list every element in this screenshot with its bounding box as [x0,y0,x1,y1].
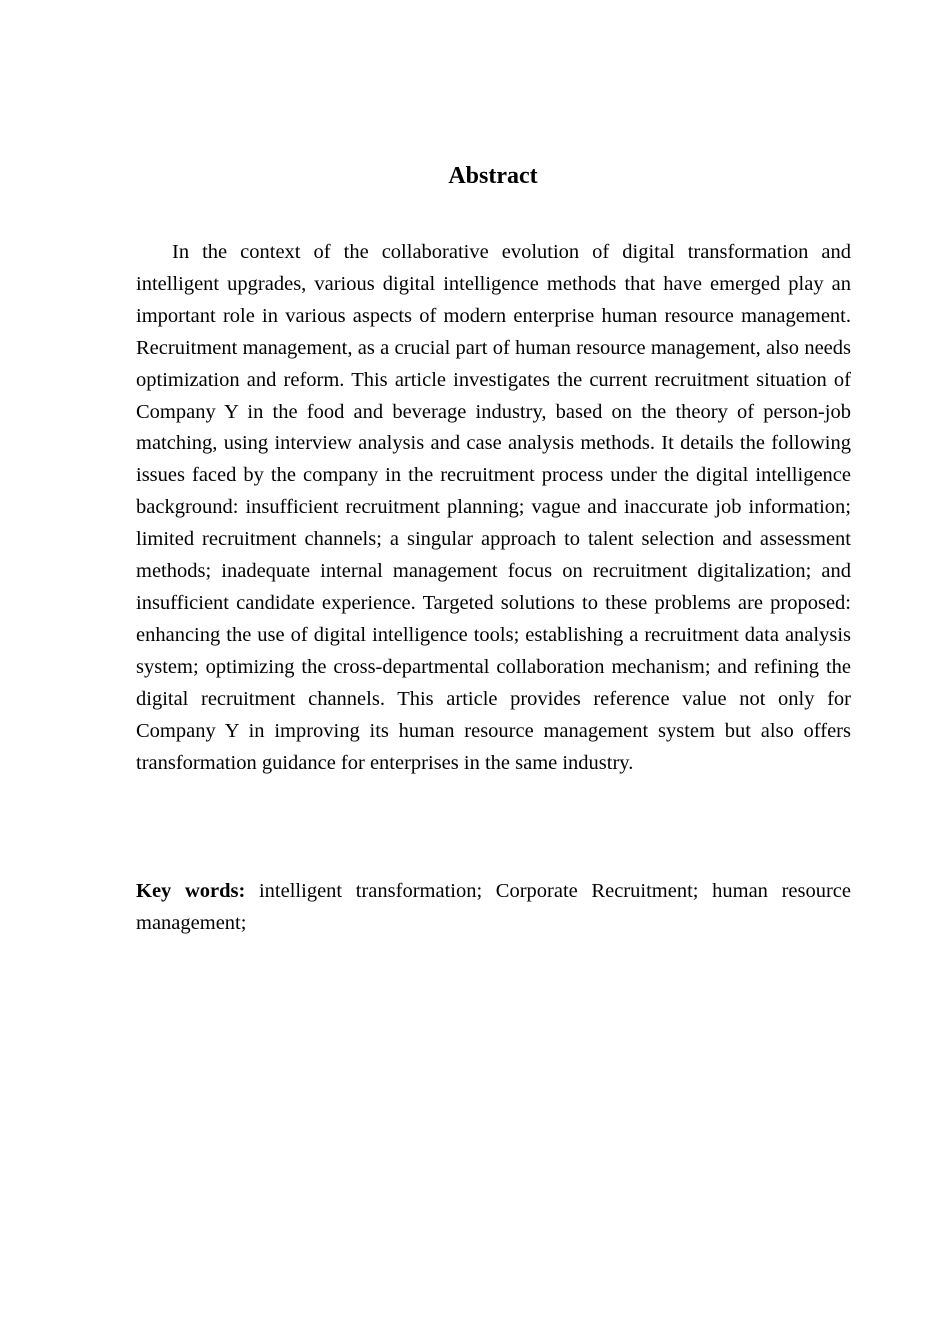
keywords-text: intelligent transformation; Corporate Recruitment; human resource management; [136,880,851,934]
abstract-body: In the context of the collaborative evolution of digital transformation and intelligent upgrades, various digital intelligence methods that have emerged play an important role in various aspects of modern enterprise human resource management. Recruitment management, as a crucial part of human resource management, also needs optimization and reform. This article investigates the current recruitment situation of Company Y in the food and beverage industry, based on the theory of person-job matching, using interview analysis and case analysis methods. It details the following issues faced by the company in the recruitment process under the digital intelligence background: insufficient recruitment planning; vague and inaccurate job information; limited recruitment channels; a singular approach to talent selection and assessment methods; inadequate internal management focus on recruitment digitalization; and insufficient candidate experience. Targeted solutions to these problems are proposed: enhancing the use of digital intelligence tools; establishing a recruitment data analysis system; optimizing the cross-departmental collaboration mechanism; and refining the digital recruitment channels. This article provides reference value not only for Company Y in improving its human resource management system but also offers transformation guidance for enterprises in the same industry. [136,241,851,774]
keywords-separator: : [238,880,246,902]
abstract-title: Abstract [448,163,538,189]
keywords-label-text: Key words [136,880,239,902]
keywords-label [136,880,245,902]
keywords-line [136,876,851,940]
